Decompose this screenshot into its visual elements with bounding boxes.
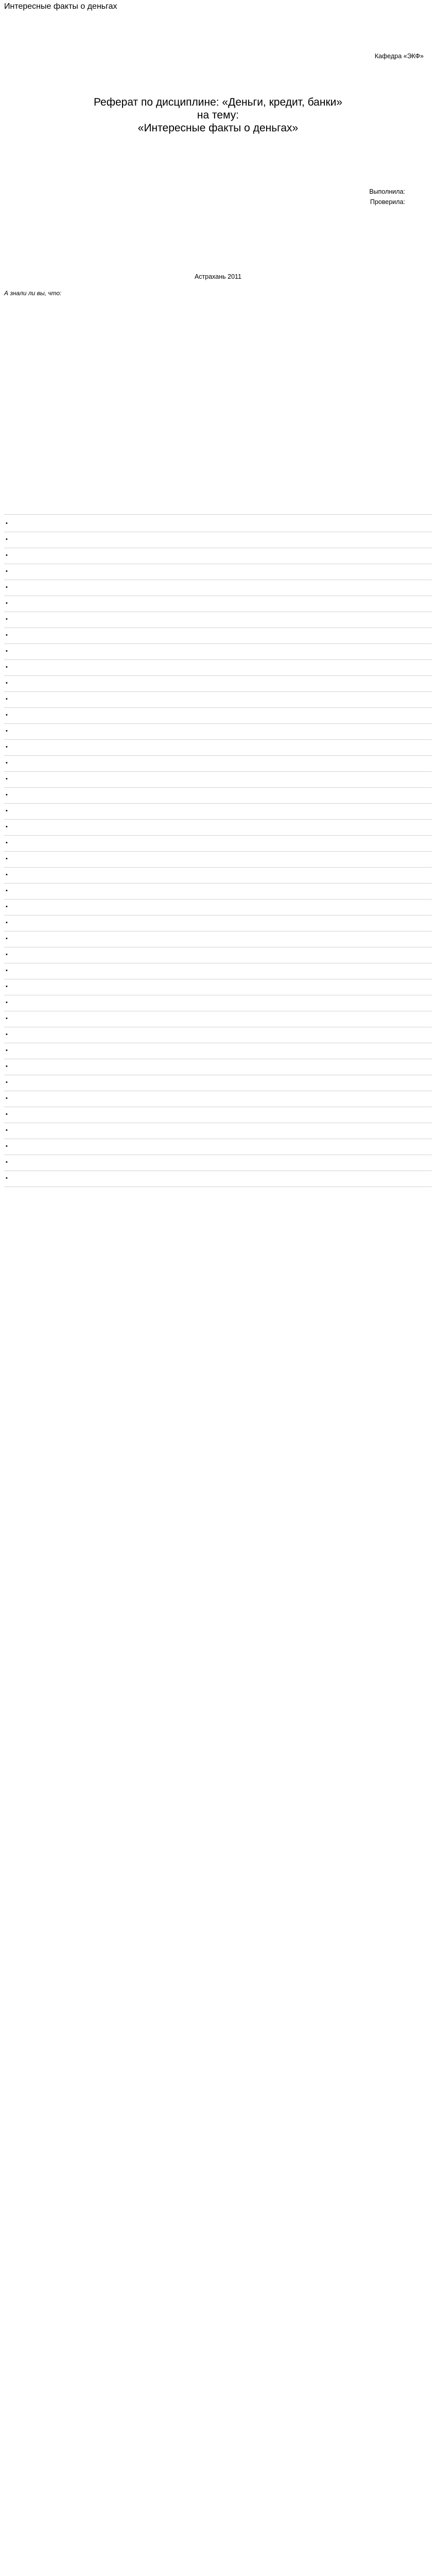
bullet-icon: • — [6, 1159, 8, 1165]
bullet-icon: • — [6, 632, 8, 638]
referat-line: Реферат по дисциплине: «Деньги, кредит, банки» — [93, 96, 343, 108]
bullet-icon: • — [6, 1175, 8, 1181]
fact-item — [4, 836, 432, 852]
bullet-icon: • — [6, 744, 8, 750]
intro-section — [4, 284, 432, 302]
bullet-icon: • — [6, 952, 8, 958]
fact-item — [4, 1011, 432, 1027]
bullet-icon: • — [6, 680, 8, 686]
fact-item — [4, 931, 432, 947]
facts-heading: А знали ли вы, что: — [4, 290, 62, 297]
fact-item — [4, 1027, 432, 1043]
bullet-icon: • — [6, 1127, 8, 1133]
bullet-icon: • — [6, 792, 8, 798]
fact-item — [4, 804, 432, 820]
fact-item — [4, 580, 432, 596]
bullet-icon: • — [6, 728, 8, 734]
fact-item — [4, 820, 432, 836]
bullet-icon: • — [6, 1063, 8, 1070]
fact-item — [4, 532, 432, 548]
bullet-icon: • — [6, 872, 8, 878]
bullet-icon: • — [6, 552, 8, 558]
bullet-icon: • — [6, 856, 8, 862]
fact-item — [4, 1155, 432, 1171]
bullet-icon: • — [6, 999, 8, 1006]
bullet-icon: • — [6, 824, 8, 830]
fact-item — [4, 868, 432, 884]
signature-block — [369, 187, 405, 207]
bullet-icon: • — [6, 840, 8, 846]
fact-item — [4, 692, 432, 708]
city-year: Астрахань 2011 — [194, 273, 242, 280]
fact-item — [4, 995, 432, 1011]
fact-item — [4, 548, 432, 564]
bullet-icon: • — [6, 1031, 8, 1038]
signature-line: Выполнила: — [369, 188, 405, 195]
referat-line: «Интересные факты о деньгах» — [137, 122, 299, 134]
bullet-icon: • — [6, 1143, 8, 1149]
bullet-icon: • — [6, 1015, 8, 1022]
fact-item — [4, 596, 432, 612]
bullet-icon: • — [6, 696, 8, 702]
bullet-icon: • — [6, 888, 8, 894]
fact-item — [4, 772, 432, 788]
fact-item — [4, 852, 432, 868]
bullet-icon: • — [6, 520, 8, 527]
fact-item — [4, 628, 432, 644]
fact-item — [4, 1107, 432, 1123]
bullet-icon: • — [6, 712, 8, 718]
bullet-icon: • — [6, 536, 8, 543]
fact-item — [4, 963, 432, 979]
fact-item — [4, 740, 432, 756]
bullet-icon: • — [6, 584, 8, 590]
bullet-icon: • — [6, 904, 8, 910]
department-label: Кафедра «ЭКФ» — [374, 53, 424, 60]
fact-item — [4, 564, 432, 580]
signature-line: Проверила: — [370, 198, 405, 206]
referat-title — [0, 96, 436, 134]
fact-item — [4, 1139, 432, 1155]
bullet-icon: • — [6, 648, 8, 654]
bullet-icon: • — [6, 600, 8, 606]
fact-item — [4, 884, 432, 900]
fact-item — [4, 1075, 432, 1091]
fact-item — [4, 676, 432, 692]
bullet-icon: • — [6, 776, 8, 782]
bullet-icon: • — [6, 936, 8, 942]
bullet-icon: • — [6, 664, 8, 670]
fact-item — [4, 1091, 432, 1107]
bullet-icon: • — [6, 568, 8, 574]
bullet-icon: • — [6, 968, 8, 974]
fact-item — [4, 724, 432, 740]
bullet-icon: • — [6, 1047, 8, 1054]
fact-item — [4, 612, 432, 628]
bullet-icon: • — [6, 1111, 8, 1117]
fact-item — [4, 644, 432, 660]
bullet-icon: • — [6, 760, 8, 766]
bullet-icon: • — [6, 920, 8, 926]
fact-item — [4, 900, 432, 916]
fact-item — [4, 516, 432, 532]
fact-item — [4, 788, 432, 804]
fact-item — [4, 979, 432, 995]
fact-item — [4, 708, 432, 724]
divider — [4, 514, 432, 515]
fact-item — [4, 1043, 432, 1059]
bullet-icon: • — [6, 1079, 8, 1086]
page-title: Интересные факты о деньгах — [4, 2, 117, 11]
bullet-icon: • — [6, 616, 8, 622]
fact-item — [4, 756, 432, 772]
fact-item — [4, 660, 432, 676]
fact-item — [4, 916, 432, 931]
referat-line: на тему: — [197, 109, 239, 121]
facts-list — [4, 516, 432, 1187]
bullet-icon: • — [6, 1095, 8, 1101]
bullet-icon: • — [6, 808, 8, 814]
fact-item — [4, 1059, 432, 1075]
fact-item — [4, 947, 432, 963]
fact-item — [4, 1123, 432, 1139]
bullet-icon: • — [6, 984, 8, 990]
fact-item — [4, 1171, 432, 1187]
